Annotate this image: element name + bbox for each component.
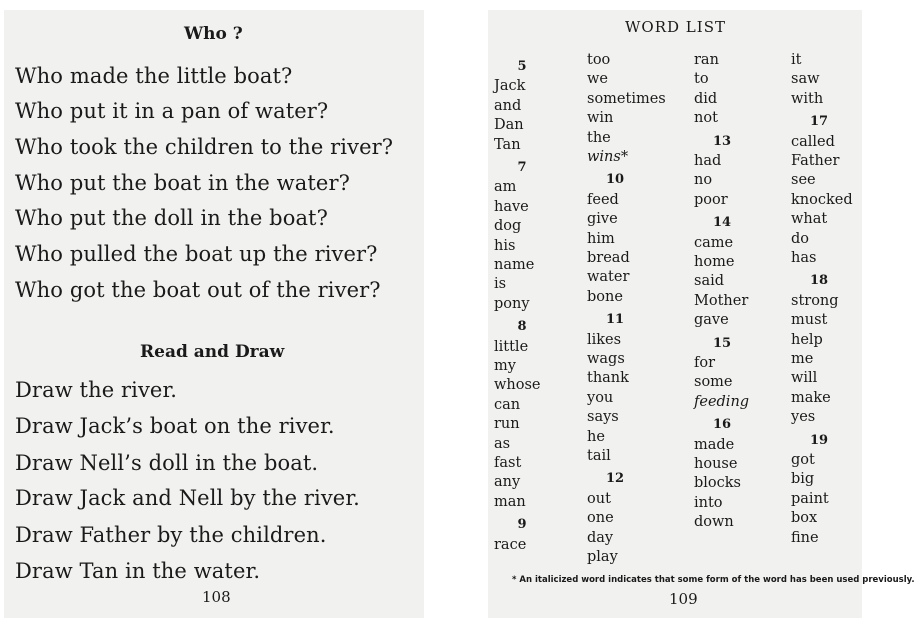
word-entry: and bbox=[494, 97, 522, 114]
word-entry: saw bbox=[791, 71, 820, 88]
word-entry: had bbox=[694, 153, 722, 169]
word-entry: box bbox=[791, 510, 818, 527]
word-entry: yes bbox=[791, 409, 816, 426]
lesson-number: 19 bbox=[809, 432, 829, 448]
word-entry: Jack bbox=[494, 78, 526, 95]
word-entry: to bbox=[694, 71, 709, 88]
word-entry: blocks bbox=[694, 475, 741, 492]
word-entry: water bbox=[587, 269, 630, 286]
question-line: Who put it in a pan of water? bbox=[15, 99, 329, 123]
lesson-number: 15 bbox=[712, 335, 732, 351]
word-entry: says bbox=[587, 409, 619, 426]
question-line: Who pulled the boat up the river? bbox=[15, 242, 378, 266]
word-entry: gave bbox=[694, 312, 729, 329]
draw-line: Draw Tan in the water. bbox=[15, 559, 261, 583]
lesson-number: 14 bbox=[712, 215, 732, 231]
word-entry: for bbox=[694, 355, 716, 371]
lesson-number: 18 bbox=[809, 273, 829, 289]
word-entry: wags bbox=[587, 351, 625, 367]
word-entry: race bbox=[494, 536, 527, 553]
word-entry: is bbox=[494, 276, 507, 293]
draw-line: Draw Jack’s boat on the river. bbox=[15, 414, 335, 438]
word-entry: said bbox=[694, 273, 725, 290]
word-entry: made bbox=[694, 436, 735, 453]
word-entry: give bbox=[587, 211, 618, 228]
word-entry: him bbox=[587, 230, 615, 247]
word-entry: Father bbox=[791, 153, 840, 169]
word-entry: came bbox=[694, 234, 734, 251]
draw-line: Draw Father by the children. bbox=[15, 523, 327, 547]
question-line: Who put the doll in the boat? bbox=[15, 206, 328, 230]
lesson-number: 10 bbox=[605, 172, 625, 188]
word-entry: did bbox=[694, 90, 718, 107]
section-title: Read and Draw bbox=[140, 342, 285, 362]
lesson-number: 16 bbox=[712, 417, 732, 433]
right-page bbox=[488, 10, 915, 618]
left-page bbox=[4, 10, 424, 618]
word-entry: man bbox=[494, 493, 526, 510]
word-entry: wins* bbox=[587, 149, 629, 165]
word-entry: do bbox=[791, 230, 810, 247]
question-line: Who put the boat in the water? bbox=[15, 171, 350, 195]
word-entry: no bbox=[694, 172, 713, 189]
draw-line: Draw the river. bbox=[15, 378, 178, 402]
word-entry: will bbox=[791, 370, 818, 387]
word-entry: see bbox=[791, 172, 816, 189]
word-entry: with bbox=[791, 90, 824, 107]
draw-line: Draw Jack and Nell by the river. bbox=[15, 486, 360, 510]
word-entry: am bbox=[494, 179, 517, 196]
word-entry: fast bbox=[494, 455, 522, 471]
word-entry: it bbox=[791, 52, 802, 68]
word-entry: into bbox=[694, 494, 723, 511]
word-entry: feed bbox=[587, 191, 619, 208]
word-entry: run bbox=[494, 416, 520, 433]
word-entry: feeding bbox=[694, 393, 750, 410]
word-entry: knocked bbox=[791, 191, 853, 208]
word-entry: one bbox=[587, 510, 614, 527]
lesson-number: 13 bbox=[712, 133, 732, 149]
word-entry: my bbox=[494, 358, 516, 374]
word-entry: can bbox=[494, 396, 521, 413]
question-line: Who got the boat out of the river? bbox=[15, 278, 381, 302]
word-entry: big bbox=[791, 471, 815, 488]
word-entry: Tan bbox=[494, 136, 521, 153]
word-entry: too bbox=[587, 52, 611, 68]
lesson-number: 5 bbox=[517, 59, 527, 74]
word-entry: what bbox=[791, 211, 828, 228]
word-entry: me bbox=[791, 351, 814, 367]
question-line: Who made the little boat? bbox=[15, 64, 293, 88]
word-entry: out bbox=[587, 490, 611, 507]
word-entry: bread bbox=[587, 250, 630, 266]
word-entry: strong bbox=[791, 292, 839, 309]
lesson-number: 12 bbox=[605, 471, 625, 487]
page-number: 109 bbox=[669, 590, 698, 608]
lesson-number: 17 bbox=[809, 114, 829, 130]
word-entry: he bbox=[587, 428, 605, 445]
word-entry: have bbox=[494, 198, 529, 215]
word-entry: help bbox=[791, 331, 823, 348]
word-entry: his bbox=[494, 237, 516, 254]
word-entry: down bbox=[694, 514, 734, 531]
word-entry: tail bbox=[587, 448, 611, 464]
word-entry: whose bbox=[494, 377, 541, 394]
word-entry: as bbox=[494, 435, 511, 452]
word-entry: some bbox=[694, 374, 733, 391]
page-number: 108 bbox=[202, 588, 231, 606]
word-entry: Mother bbox=[694, 292, 749, 309]
word-entry: you bbox=[587, 389, 614, 406]
word-entry: called bbox=[791, 133, 835, 150]
word-entry: got bbox=[791, 452, 815, 468]
word-entry: any bbox=[494, 474, 521, 491]
word-entry: has bbox=[791, 250, 817, 266]
word-entry: name bbox=[494, 257, 535, 273]
footnote: * An italicized word indicates that some form of the word has been used previously. bbox=[512, 575, 915, 585]
word-entry: little bbox=[494, 338, 529, 355]
word-entry: home bbox=[694, 254, 735, 270]
word-entry: paint bbox=[791, 490, 829, 507]
word-entry: sometimes bbox=[587, 90, 666, 107]
word-entry: win bbox=[587, 110, 614, 127]
word-list-title: WORD LIST bbox=[625, 18, 726, 36]
word-entry: ran bbox=[694, 52, 719, 68]
lesson-number: 9 bbox=[517, 517, 527, 533]
question-line: Who took the children to the river? bbox=[15, 135, 394, 159]
word-entry: Dan bbox=[494, 117, 524, 134]
word-entry: poor bbox=[694, 191, 728, 208]
word-entry: must bbox=[791, 312, 828, 329]
word-entry: bone bbox=[587, 288, 623, 305]
draw-line: Draw Nell’s doll in the boat. bbox=[15, 451, 319, 475]
lesson-number: 7 bbox=[517, 160, 527, 175]
word-entry: we bbox=[587, 71, 608, 88]
word-entry: pony bbox=[494, 295, 530, 312]
word-entry: day bbox=[587, 529, 614, 546]
page-title: Who ? bbox=[184, 24, 243, 44]
word-entry: likes bbox=[587, 331, 622, 348]
word-entry: dog bbox=[494, 218, 522, 235]
word-entry: make bbox=[791, 389, 831, 406]
word-entry: play bbox=[587, 549, 618, 565]
lesson-number: 8 bbox=[517, 319, 527, 335]
word-entry: not bbox=[694, 110, 718, 127]
word-entry: thank bbox=[587, 370, 629, 387]
word-entry: the bbox=[587, 129, 611, 146]
lesson-number: 11 bbox=[605, 312, 625, 328]
word-entry: house bbox=[694, 456, 738, 472]
word-entry: fine bbox=[791, 529, 819, 546]
